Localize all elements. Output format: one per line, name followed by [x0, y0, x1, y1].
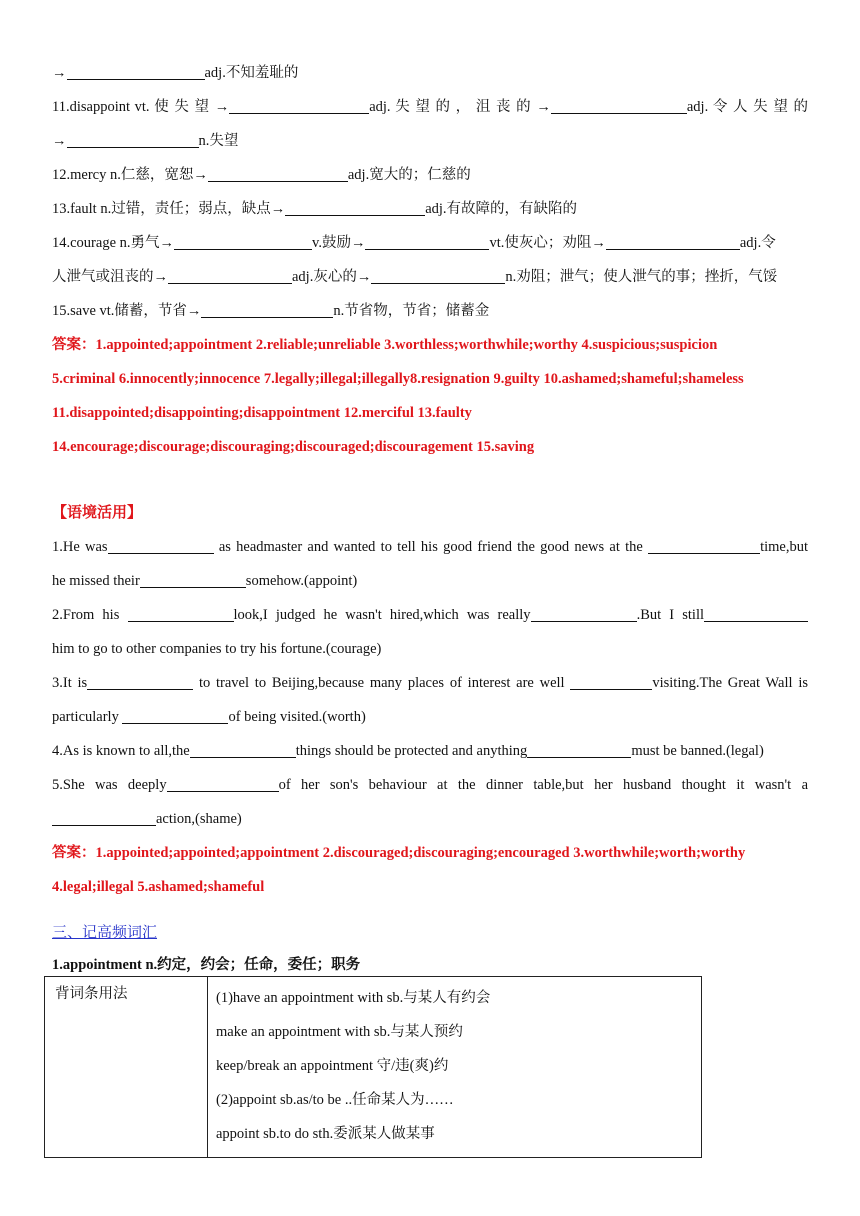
item11 — [52, 90, 808, 124]
item-text: adj.灰心的→ — [292, 269, 372, 285]
answer-blank[interactable] — [531, 606, 637, 622]
item-text: adj. 令 人 失 望 的 — [686, 99, 809, 115]
answer-blank[interactable] — [190, 742, 296, 758]
answer-blank[interactable] — [52, 810, 156, 826]
item-text: adj.不知羞耻的 — [204, 65, 299, 81]
item13 — [52, 192, 808, 226]
context-answer-line-1: 答案：1.appointed;appointed;appointment 2.discouraged;discouraging;encouraged 3.worthwhile;worth;worthy — [52, 845, 746, 861]
question-text: things should be protected and anything — [295, 743, 528, 759]
question-text: to travel to Beijing,because many places of interest are well — [193, 675, 571, 691]
question-1 — [52, 530, 808, 564]
answer-blank[interactable] — [174, 234, 312, 250]
answer-blank[interactable] — [285, 200, 425, 216]
answer-line-1: 答案：1.appointed;appointment 2.reliable;unreliable 3.worthless;worthwhile;worthy 4.suspicious;suspicion — [52, 337, 718, 353]
item-text: n.失望 — [198, 133, 239, 149]
item-text: n.劝阻；泄气；使人泄气的事；挫折，气馁 — [505, 269, 778, 285]
usage-content — [208, 977, 702, 1158]
question-text: particularly — [52, 709, 123, 725]
section-title-vocabulary[interactable]: 三、记高频词汇 — [52, 925, 158, 941]
question-text: as headmaster and wanted to tell his good friend the good news at the — [213, 539, 649, 555]
answer-blank[interactable] — [704, 606, 808, 622]
answer-blank[interactable] — [570, 674, 652, 690]
answer-blank[interactable] — [108, 538, 214, 554]
item-text: 12.mercy n.仁慈，宽恕→ — [52, 167, 208, 183]
item-text: adj.令 — [739, 235, 776, 251]
item-text: adj.有故障的，有缺陷的 — [425, 201, 578, 217]
question-text: somehow.(appoint) — [245, 573, 358, 589]
arrow-text: → — [52, 133, 67, 149]
question-1-continuation — [52, 564, 808, 598]
answer-blank[interactable] — [551, 98, 687, 114]
question-text: visiting.The Great Wall is — [652, 675, 808, 691]
usage-line: (2)appoint sb.as/to be ..任命某人为…… — [216, 1092, 454, 1108]
question-5 — [52, 768, 808, 802]
usage-line: make an appointment with sb.与某人预约 — [216, 1024, 463, 1040]
usage-label: 背词条用法 — [45, 977, 208, 1158]
question-text: of her son's behaviour at the dinner table,but her husband thought it wasn't a — [278, 777, 809, 793]
question-3-continuation — [52, 700, 808, 734]
answer-line-4: 14.encourage;discourage;discouraging;discouraged;discouragement 15.saving — [52, 439, 535, 455]
question-3 — [52, 666, 808, 700]
context-answer-line-2: 4.legal;illegal 5.ashamed;shameful — [52, 879, 265, 895]
question-text: look,I judged he wasn't hired,which was really — [233, 607, 531, 623]
section-title-context: 【语境活用】 — [52, 505, 143, 521]
item-text: 人泄气或沮丧的→ — [52, 269, 168, 285]
answer-blank[interactable] — [128, 606, 234, 622]
answer-blank[interactable] — [527, 742, 631, 758]
question-text: 4.As is known to all,the — [52, 743, 190, 759]
answer-blank[interactable] — [208, 166, 348, 182]
item-text: adj. 失 望 的 ， 沮 丧 的 → — [369, 99, 551, 115]
word-heading: 1.appointment n.约定，约会；任命，委任；职务 — [52, 957, 361, 973]
question-text: of being visited.(worth) — [228, 709, 366, 725]
answer-blank[interactable] — [67, 132, 199, 148]
usage-line: (1)have an appointment with sb.与某人有约会 — [216, 990, 491, 1006]
answer-line-2: 5.criminal 6.innocently;innocence 7.legally;illegal;illegally8.resignation 9.guilty 10.ashamed;shameful;shameless — [52, 371, 744, 387]
item12 — [52, 158, 808, 192]
arrow-text: → — [52, 65, 67, 81]
item-text: 15.save vt.储蓄，节省→ — [52, 303, 202, 319]
question-text: time,but — [760, 539, 808, 555]
question-2 — [52, 598, 808, 632]
question-text: must be banned.(legal) — [631, 743, 764, 759]
answer-blank[interactable] — [648, 538, 760, 554]
answer-blank[interactable] — [67, 64, 205, 80]
item10-continuation — [52, 56, 808, 90]
item-text: v.鼓励→ — [312, 235, 366, 251]
answer-line-3: 11.disappointed;disappointing;disappointment 12.merciful 13.faulty — [52, 405, 472, 421]
question-text: him to go to other companies to try his fortune.(courage) — [52, 641, 382, 657]
question-text: 5.She was deeply — [52, 777, 167, 793]
usage-table — [44, 976, 702, 1158]
question-2-continuation — [52, 632, 808, 666]
question-text: 1.He was — [52, 539, 108, 555]
question-text: 3.It is — [52, 675, 88, 691]
item14-continuation — [52, 260, 808, 294]
item-text: adj.宽大的；仁慈的 — [347, 167, 471, 183]
question-4 — [52, 734, 808, 768]
item-text: n.节省物，节省；储蓄金 — [333, 303, 490, 319]
answer-blank[interactable] — [371, 268, 505, 284]
answer-blank[interactable] — [122, 708, 228, 724]
item15 — [52, 294, 808, 328]
question-text: he missed their — [52, 573, 140, 589]
answer-blank[interactable] — [168, 268, 292, 284]
answer-blank[interactable] — [167, 776, 279, 792]
item-text: vt.使灰心；劝阻→ — [489, 235, 606, 251]
item11-continuation — [52, 124, 808, 158]
usage-line: appoint sb.to do sth.委派某人做某事 — [216, 1126, 435, 1142]
question-text: action,(shame) — [156, 811, 242, 827]
answer-blank[interactable] — [87, 674, 193, 690]
question-text: 2.From his — [52, 607, 128, 623]
item-text: 13.fault n.过错，责任；弱点，缺点→ — [52, 201, 286, 217]
answer-blank[interactable] — [606, 234, 740, 250]
item-text: 11.disappoint vt. 使 失 望 → — [52, 99, 230, 115]
question-text: .But I still — [636, 607, 704, 623]
usage-line: keep/break an appointment 守/违(爽)约 — [216, 1058, 449, 1074]
item14 — [52, 226, 808, 260]
worksheet-page — [52, 56, 808, 980]
question-5-continuation — [52, 802, 808, 836]
answer-blank[interactable] — [201, 302, 333, 318]
answer-blank[interactable] — [365, 234, 489, 250]
item-text: 14.courage n.勇气→ — [52, 235, 175, 251]
answer-blank[interactable] — [140, 572, 246, 588]
answer-blank[interactable] — [229, 98, 369, 114]
